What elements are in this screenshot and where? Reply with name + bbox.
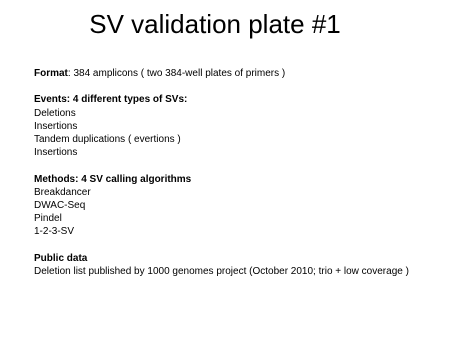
spacer [34,80,444,93]
format-text: : 384 amplicons ( two 384-well plates of primers ) [67,68,286,79]
method-item-1-2-3-sv: 1-2-3-SV [34,226,75,238]
spacer [34,159,444,172]
format-label: Format [34,68,68,79]
spacer [34,238,444,251]
method-item-breakdancer: Breakdancer [34,186,91,198]
event-item-insertions: Insertions [34,120,78,132]
public-data-heading: Public data [34,252,88,264]
event-item-deletions: Deletions [34,107,76,119]
methods-heading: Methods: 4 SV calling algorithms [34,173,192,185]
method-item-pindel: Pindel [34,213,62,225]
slide-body [34,67,444,278]
public-data-text: Deletion list published by 1000 genomes project (October 2010; trio + low coverage ) [34,265,409,277]
slide-title: SV validation plate #1 [89,9,341,39]
method-item-dwac-seq: DWAC-Seq [34,199,86,211]
event-item-tandem-duplications: Tandem duplications ( evertions ) [34,133,181,145]
format-line [34,67,444,80]
events-heading: Events: 4 different types of SVs: [34,94,188,106]
event-item-insertions-2: Insertions [34,147,78,159]
